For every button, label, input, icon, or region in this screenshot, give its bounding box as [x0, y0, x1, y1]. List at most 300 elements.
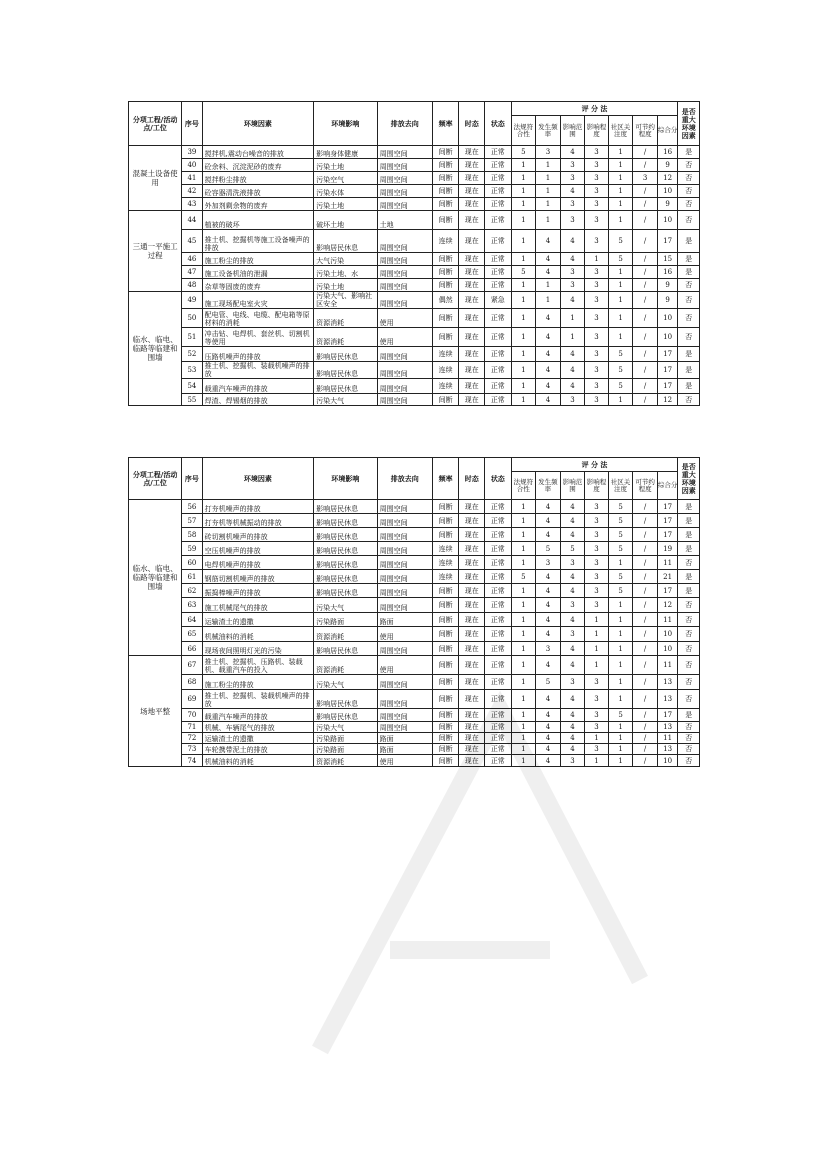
cell-factor: 压路机噪声的排放	[202, 347, 314, 362]
cell-s-degree: 1	[585, 627, 609, 642]
header-sub-community: 社区关注度	[608, 472, 633, 500]
cell-s-community: 5	[608, 528, 633, 542]
cell-major: 否	[678, 755, 700, 767]
cell-s-legal: 1	[511, 185, 536, 198]
cell-s-total: 12	[657, 598, 678, 613]
cell-s-legal: 1	[511, 627, 536, 642]
cell-no: 56	[182, 500, 202, 514]
cell-s-total: 10	[657, 185, 678, 198]
cell-impact: 污染土地、水	[314, 266, 377, 279]
cell-freq: 间断	[432, 328, 459, 347]
cell-impact: 污染大气	[314, 722, 377, 733]
cell-factor: 载重汽车噪声的排放	[202, 709, 314, 722]
cell-freq: 间断	[432, 755, 459, 767]
cell-freq: 间断	[432, 309, 459, 328]
cell-no: 73	[182, 744, 202, 755]
cell-s-saving: /	[633, 362, 658, 379]
cell-no: 55	[182, 394, 202, 406]
cell-freq: 间断	[432, 211, 459, 230]
cell-no: 60	[182, 556, 202, 570]
cell-s-scope: 1	[560, 328, 585, 347]
cell-s-frequency: 4	[536, 722, 561, 733]
cell-s-scope: 4	[560, 733, 585, 744]
cell-state: 正常	[485, 675, 512, 690]
cell-no: 65	[182, 627, 202, 642]
cell-s-saving: /	[633, 394, 658, 406]
cell-tense: 现在	[459, 733, 485, 744]
cell-s-frequency: 4	[536, 744, 561, 755]
cell-factor: 砖切割机噪声的排放	[202, 528, 314, 542]
cell-s-degree: 3	[585, 185, 609, 198]
header-sub-saving: 可节约程度	[633, 472, 658, 500]
cell-factor: 外加剂剩余物的废弃	[202, 198, 314, 211]
cell-direction: 使用	[377, 755, 432, 767]
cell-s-total: 16	[657, 266, 678, 279]
cell-impact: 影响居民休息	[314, 690, 377, 709]
cell-major: 是	[678, 500, 700, 514]
cell-state: 正常	[485, 542, 512, 556]
cell-freq: 间断	[432, 146, 459, 159]
header-group: 分项工程/活动点/工位	[129, 458, 182, 500]
cell-tense: 现在	[459, 627, 485, 642]
cell-impact: 影响居民休息	[314, 362, 377, 379]
cell-tense: 现在	[459, 253, 485, 266]
cell-s-legal: 1	[511, 172, 536, 185]
cell-s-community: 1	[608, 656, 633, 675]
cell-major: 是	[678, 584, 700, 598]
header-freq: 频率	[432, 102, 459, 146]
table-row	[129, 627, 700, 642]
cell-s-frequency: 1	[536, 292, 561, 309]
cell-no: 51	[182, 328, 202, 347]
cell-direction: 使用	[377, 309, 432, 328]
cell-s-total: 17	[657, 230, 678, 253]
cell-factor: 钢筋切割机噪声的排放	[202, 570, 314, 584]
group-name: 混凝土设备使用	[129, 146, 182, 211]
cell-impact: 污染路面	[314, 744, 377, 755]
cell-freq: 连续	[432, 362, 459, 379]
cell-s-frequency: 4	[536, 570, 561, 584]
cell-s-scope: 1	[560, 309, 585, 328]
cell-s-saving: /	[633, 744, 658, 755]
cell-s-frequency: 4	[536, 379, 561, 394]
cell-factor: 搅拌粉尘排放	[202, 172, 314, 185]
cell-s-total: 16	[657, 146, 678, 159]
cell-s-legal: 1	[511, 292, 536, 309]
cell-state: 正常	[485, 570, 512, 584]
cell-s-degree: 3	[585, 362, 609, 379]
cell-s-degree: 3	[585, 722, 609, 733]
table-row	[129, 744, 700, 755]
cell-freq: 连续	[432, 556, 459, 570]
table-row	[129, 198, 700, 211]
cell-freq: 间断	[432, 514, 459, 528]
header-state: 状态	[485, 458, 512, 500]
cell-s-saving: /	[633, 266, 658, 279]
cell-s-total: 13	[657, 722, 678, 733]
cell-factor: 现场夜间照明灯光的污染	[202, 642, 314, 656]
cell-tense: 现在	[459, 570, 485, 584]
cell-s-saving: /	[633, 556, 658, 570]
table-row	[129, 309, 700, 328]
header-sub-degree: 影响程度	[585, 116, 609, 146]
cell-s-saving: /	[633, 198, 658, 211]
cell-s-frequency: 5	[536, 542, 561, 556]
cell-s-scope: 4	[560, 690, 585, 709]
cell-factor: 打夯机噪声的排放	[202, 500, 314, 514]
cell-s-legal: 1	[511, 709, 536, 722]
cell-freq: 间断	[432, 690, 459, 709]
cell-state: 正常	[485, 253, 512, 266]
cell-state: 正常	[485, 309, 512, 328]
cell-no: 44	[182, 211, 202, 230]
cell-s-community: 1	[608, 598, 633, 613]
cell-s-community: 1	[608, 159, 633, 172]
cell-direction: 周围空间	[377, 146, 432, 159]
cell-state: 正常	[485, 362, 512, 379]
cell-s-saving: /	[633, 722, 658, 733]
cell-s-frequency: 4	[536, 690, 561, 709]
cell-state: 正常	[485, 211, 512, 230]
cell-s-total: 13	[657, 675, 678, 690]
header-factor: 环境因素	[202, 102, 314, 146]
cell-major: 否	[678, 556, 700, 570]
cell-tense: 现在	[459, 230, 485, 253]
cell-s-legal: 1	[511, 675, 536, 690]
cell-tense: 现在	[459, 328, 485, 347]
cell-s-degree: 1	[585, 656, 609, 675]
cell-s-frequency: 4	[536, 528, 561, 542]
cell-s-scope: 3	[560, 755, 585, 767]
cell-tense: 现在	[459, 185, 485, 198]
cell-s-saving: /	[633, 570, 658, 584]
cell-s-frequency: 4	[536, 598, 561, 613]
cell-no: 42	[182, 185, 202, 198]
cell-impact: 资源消耗	[314, 627, 377, 642]
cell-state: 正常	[485, 733, 512, 744]
cell-s-frequency: 4	[536, 266, 561, 279]
cell-direction: 周围空间	[377, 230, 432, 253]
table-row	[129, 598, 700, 613]
cell-impact: 影响居民休息	[314, 528, 377, 542]
cell-s-community: 1	[608, 146, 633, 159]
cell-no: 41	[182, 172, 202, 185]
cell-major: 否	[678, 613, 700, 627]
cell-freq: 间断	[432, 733, 459, 744]
cell-s-legal: 1	[511, 159, 536, 172]
cell-direction: 周围空间	[377, 675, 432, 690]
cell-direction: 周围空间	[377, 198, 432, 211]
cell-s-frequency: 4	[536, 362, 561, 379]
table-row	[129, 709, 700, 722]
cell-s-saving: /	[633, 755, 658, 767]
cell-freq: 间断	[432, 709, 459, 722]
cell-s-frequency: 4	[536, 627, 561, 642]
cell-state: 正常	[485, 347, 512, 362]
cell-direction: 周围空间	[377, 266, 432, 279]
cell-freq: 连续	[432, 542, 459, 556]
table-row	[129, 528, 700, 542]
cell-s-saving: /	[633, 146, 658, 159]
cell-factor: 推土机、挖掘机、压路机、装载机、载重汽车的投入	[202, 656, 314, 675]
cell-factor: 振捣棒噪声的排放	[202, 584, 314, 598]
cell-s-legal: 1	[511, 347, 536, 362]
cell-direction: 周围空间	[377, 709, 432, 722]
cell-factor: 机械油料的消耗	[202, 627, 314, 642]
cell-factor: 施工机械尾气的排放	[202, 598, 314, 613]
cell-tense: 现在	[459, 598, 485, 613]
cell-s-degree: 3	[585, 556, 609, 570]
table-row	[129, 755, 700, 767]
cell-s-degree: 3	[585, 675, 609, 690]
cell-s-saving: /	[633, 514, 658, 528]
cell-s-degree: 3	[585, 394, 609, 406]
cell-s-community: 1	[608, 755, 633, 767]
cell-s-scope: 4	[560, 584, 585, 598]
cell-direction: 周围空间	[377, 347, 432, 362]
cell-s-degree: 1	[585, 733, 609, 744]
cell-no: 46	[182, 253, 202, 266]
cell-s-community: 5	[608, 230, 633, 253]
cell-direction: 周围空间	[377, 253, 432, 266]
cell-s-degree: 3	[585, 211, 609, 230]
cell-s-legal: 5	[511, 570, 536, 584]
cell-s-saving: /	[633, 379, 658, 394]
cell-s-saving: /	[633, 309, 658, 328]
cell-s-degree: 3	[585, 266, 609, 279]
cell-tense: 现在	[459, 211, 485, 230]
cell-no: 69	[182, 690, 202, 709]
cell-state: 正常	[485, 159, 512, 172]
group-name: 场地平整	[129, 656, 182, 767]
cell-no: 52	[182, 347, 202, 362]
cell-s-scope: 4	[560, 613, 585, 627]
cell-s-community: 5	[608, 709, 633, 722]
cell-factor: 砼余料、沉淀泥砂的废弃	[202, 159, 314, 172]
cell-impact: 影响居民休息	[314, 584, 377, 598]
cell-state: 正常	[485, 709, 512, 722]
cell-impact: 污染大气、影响社区安全	[314, 292, 377, 309]
cell-s-scope: 3	[560, 279, 585, 292]
cell-direction: 使用	[377, 328, 432, 347]
cell-direction: 周围空间	[377, 279, 432, 292]
cell-impact: 污染水体	[314, 185, 377, 198]
cell-tense: 现在	[459, 690, 485, 709]
cell-s-degree: 3	[585, 159, 609, 172]
cell-s-legal: 1	[511, 755, 536, 767]
cell-s-total: 9	[657, 198, 678, 211]
cell-factor: 打夯机等机械振动的排放	[202, 514, 314, 528]
cell-impact: 污染大气	[314, 394, 377, 406]
cell-s-degree: 3	[585, 328, 609, 347]
table-body	[129, 500, 700, 767]
header-no: 序号	[182, 102, 202, 146]
cell-s-saving: /	[633, 656, 658, 675]
cell-factor: 搅拌机,震动台噪音的排放	[202, 146, 314, 159]
cell-tense: 现在	[459, 613, 485, 627]
cell-major: 是	[678, 253, 700, 266]
cell-no: 62	[182, 584, 202, 598]
cell-state: 正常	[485, 172, 512, 185]
cell-direction: 周围空间	[377, 642, 432, 656]
header-sub-degree: 影响程度	[585, 472, 609, 500]
cell-tense: 现在	[459, 266, 485, 279]
cell-tense: 现在	[459, 292, 485, 309]
cell-s-frequency: 5	[536, 675, 561, 690]
cell-s-frequency: 4	[536, 253, 561, 266]
cell-impact: 资源消耗	[314, 755, 377, 767]
cell-no: 74	[182, 755, 202, 767]
cell-s-total: 12	[657, 394, 678, 406]
cell-factor: 施工粉尘的排放	[202, 253, 314, 266]
cell-s-scope: 3	[560, 266, 585, 279]
cell-s-total: 12	[657, 172, 678, 185]
table-row	[129, 556, 700, 570]
cell-factor: 砼容器清洗液排放	[202, 185, 314, 198]
cell-freq: 间断	[432, 675, 459, 690]
cell-s-total: 11	[657, 656, 678, 675]
cell-major: 否	[678, 722, 700, 733]
cell-factor: 推土机、挖掘机、装载机噪声的排放	[202, 690, 314, 709]
cell-direction: 周围空间	[377, 584, 432, 598]
cell-s-scope: 3	[560, 394, 585, 406]
group-name: 临水、临电、临路等临建和围墙	[129, 292, 182, 406]
cell-no: 54	[182, 379, 202, 394]
cell-impact: 资源消耗	[314, 309, 377, 328]
cell-s-degree: 3	[585, 379, 609, 394]
cell-s-total: 17	[657, 362, 678, 379]
cell-s-scope: 4	[560, 292, 585, 309]
cell-major: 否	[678, 642, 700, 656]
cell-tense: 现在	[459, 584, 485, 598]
cell-impact: 影响居民休息	[314, 556, 377, 570]
header-sub-legal: 法规符合性	[511, 472, 536, 500]
cell-s-degree: 3	[585, 542, 609, 556]
cell-s-degree: 3	[585, 146, 609, 159]
header-major: 是否重大环境因素	[678, 102, 700, 146]
cell-impact: 影响居民休息	[314, 542, 377, 556]
cell-no: 50	[182, 309, 202, 328]
cell-freq: 间断	[432, 642, 459, 656]
cell-direction: 周围空间	[377, 379, 432, 394]
cell-s-scope: 3	[560, 159, 585, 172]
cell-direction: 周围空间	[377, 394, 432, 406]
cell-direction: 周围空间	[377, 598, 432, 613]
cell-factor: 推土机、挖掘机等施工设备噪声的排放	[202, 230, 314, 253]
cell-tense: 现在	[459, 500, 485, 514]
cell-s-degree: 3	[585, 528, 609, 542]
cell-tense: 现在	[459, 755, 485, 767]
cell-state: 正常	[485, 722, 512, 733]
cell-tense: 现在	[459, 722, 485, 733]
cell-s-legal: 1	[511, 556, 536, 570]
cell-no: 66	[182, 642, 202, 656]
header-sub-saving: 可节约程度	[633, 116, 658, 146]
cell-impact: 资源消耗	[314, 656, 377, 675]
cell-impact: 大气污染	[314, 253, 377, 266]
cell-s-total: 11	[657, 613, 678, 627]
cell-s-saving: /	[633, 584, 658, 598]
cell-s-community: 1	[608, 292, 633, 309]
cell-s-legal: 1	[511, 722, 536, 733]
cell-major: 是	[678, 347, 700, 362]
cell-impact: 污染土地	[314, 279, 377, 292]
cell-s-total: 17	[657, 514, 678, 528]
cell-s-community: 1	[608, 627, 633, 642]
cell-s-scope: 3	[560, 675, 585, 690]
cell-s-saving: /	[633, 230, 658, 253]
cell-s-total: 17	[657, 709, 678, 722]
cell-s-legal: 1	[511, 230, 536, 253]
cell-tense: 现在	[459, 656, 485, 675]
cell-s-saving: /	[633, 709, 658, 722]
cell-state: 正常	[485, 690, 512, 709]
cell-major: 是	[678, 709, 700, 722]
cell-s-scope: 3	[560, 211, 585, 230]
cell-direction: 周围空间	[377, 500, 432, 514]
cell-s-scope: 5	[560, 542, 585, 556]
cell-s-saving: /	[633, 253, 658, 266]
cell-s-frequency: 1	[536, 159, 561, 172]
cell-impact: 污染大气	[314, 598, 377, 613]
cell-state: 正常	[485, 627, 512, 642]
cell-s-community: 1	[608, 328, 633, 347]
cell-s-frequency: 1	[536, 185, 561, 198]
cell-s-saving: /	[633, 613, 658, 627]
cell-factor: 空压机噪声的排放	[202, 542, 314, 556]
cell-s-degree: 3	[585, 598, 609, 613]
cell-factor: 植被的破坏	[202, 211, 314, 230]
cell-s-degree: 3	[585, 198, 609, 211]
cell-direction: 周围空间	[377, 185, 432, 198]
header-sub-total: 综合分	[657, 472, 678, 500]
cell-factor: 运输渣土的遗撒	[202, 733, 314, 744]
cell-s-total: 17	[657, 584, 678, 598]
cell-s-scope: 4	[560, 570, 585, 584]
cell-s-community: 5	[608, 542, 633, 556]
cell-impact: 影响居民休息	[314, 642, 377, 656]
cell-state: 正常	[485, 500, 512, 514]
cell-s-community: 5	[608, 584, 633, 598]
cell-factor: 施工粉尘的排放	[202, 675, 314, 690]
cell-factor: 杂草等固废的废弃	[202, 279, 314, 292]
table-row	[129, 146, 700, 159]
cell-s-community: 1	[608, 642, 633, 656]
cell-s-scope: 4	[560, 514, 585, 528]
cell-s-scope: 4	[560, 642, 585, 656]
cell-major: 否	[678, 394, 700, 406]
cell-no: 61	[182, 570, 202, 584]
cell-s-legal: 1	[511, 690, 536, 709]
cell-s-degree: 1	[585, 755, 609, 767]
cell-no: 68	[182, 675, 202, 690]
cell-direction: 周围空间	[377, 159, 432, 172]
cell-no: 58	[182, 528, 202, 542]
cell-s-saving: /	[633, 528, 658, 542]
cell-direction: 周围空间	[377, 172, 432, 185]
cell-state: 正常	[485, 379, 512, 394]
cell-s-frequency: 4	[536, 613, 561, 627]
cell-freq: 间断	[432, 722, 459, 733]
cell-no: 59	[182, 542, 202, 556]
header-freq: 频率	[432, 458, 459, 500]
cell-impact: 污染土地	[314, 198, 377, 211]
cell-s-scope: 4	[560, 722, 585, 733]
cell-state: 正常	[485, 613, 512, 627]
cell-impact: 影响居民休息	[314, 570, 377, 584]
cell-s-community: 1	[608, 613, 633, 627]
cell-s-community: 1	[608, 198, 633, 211]
